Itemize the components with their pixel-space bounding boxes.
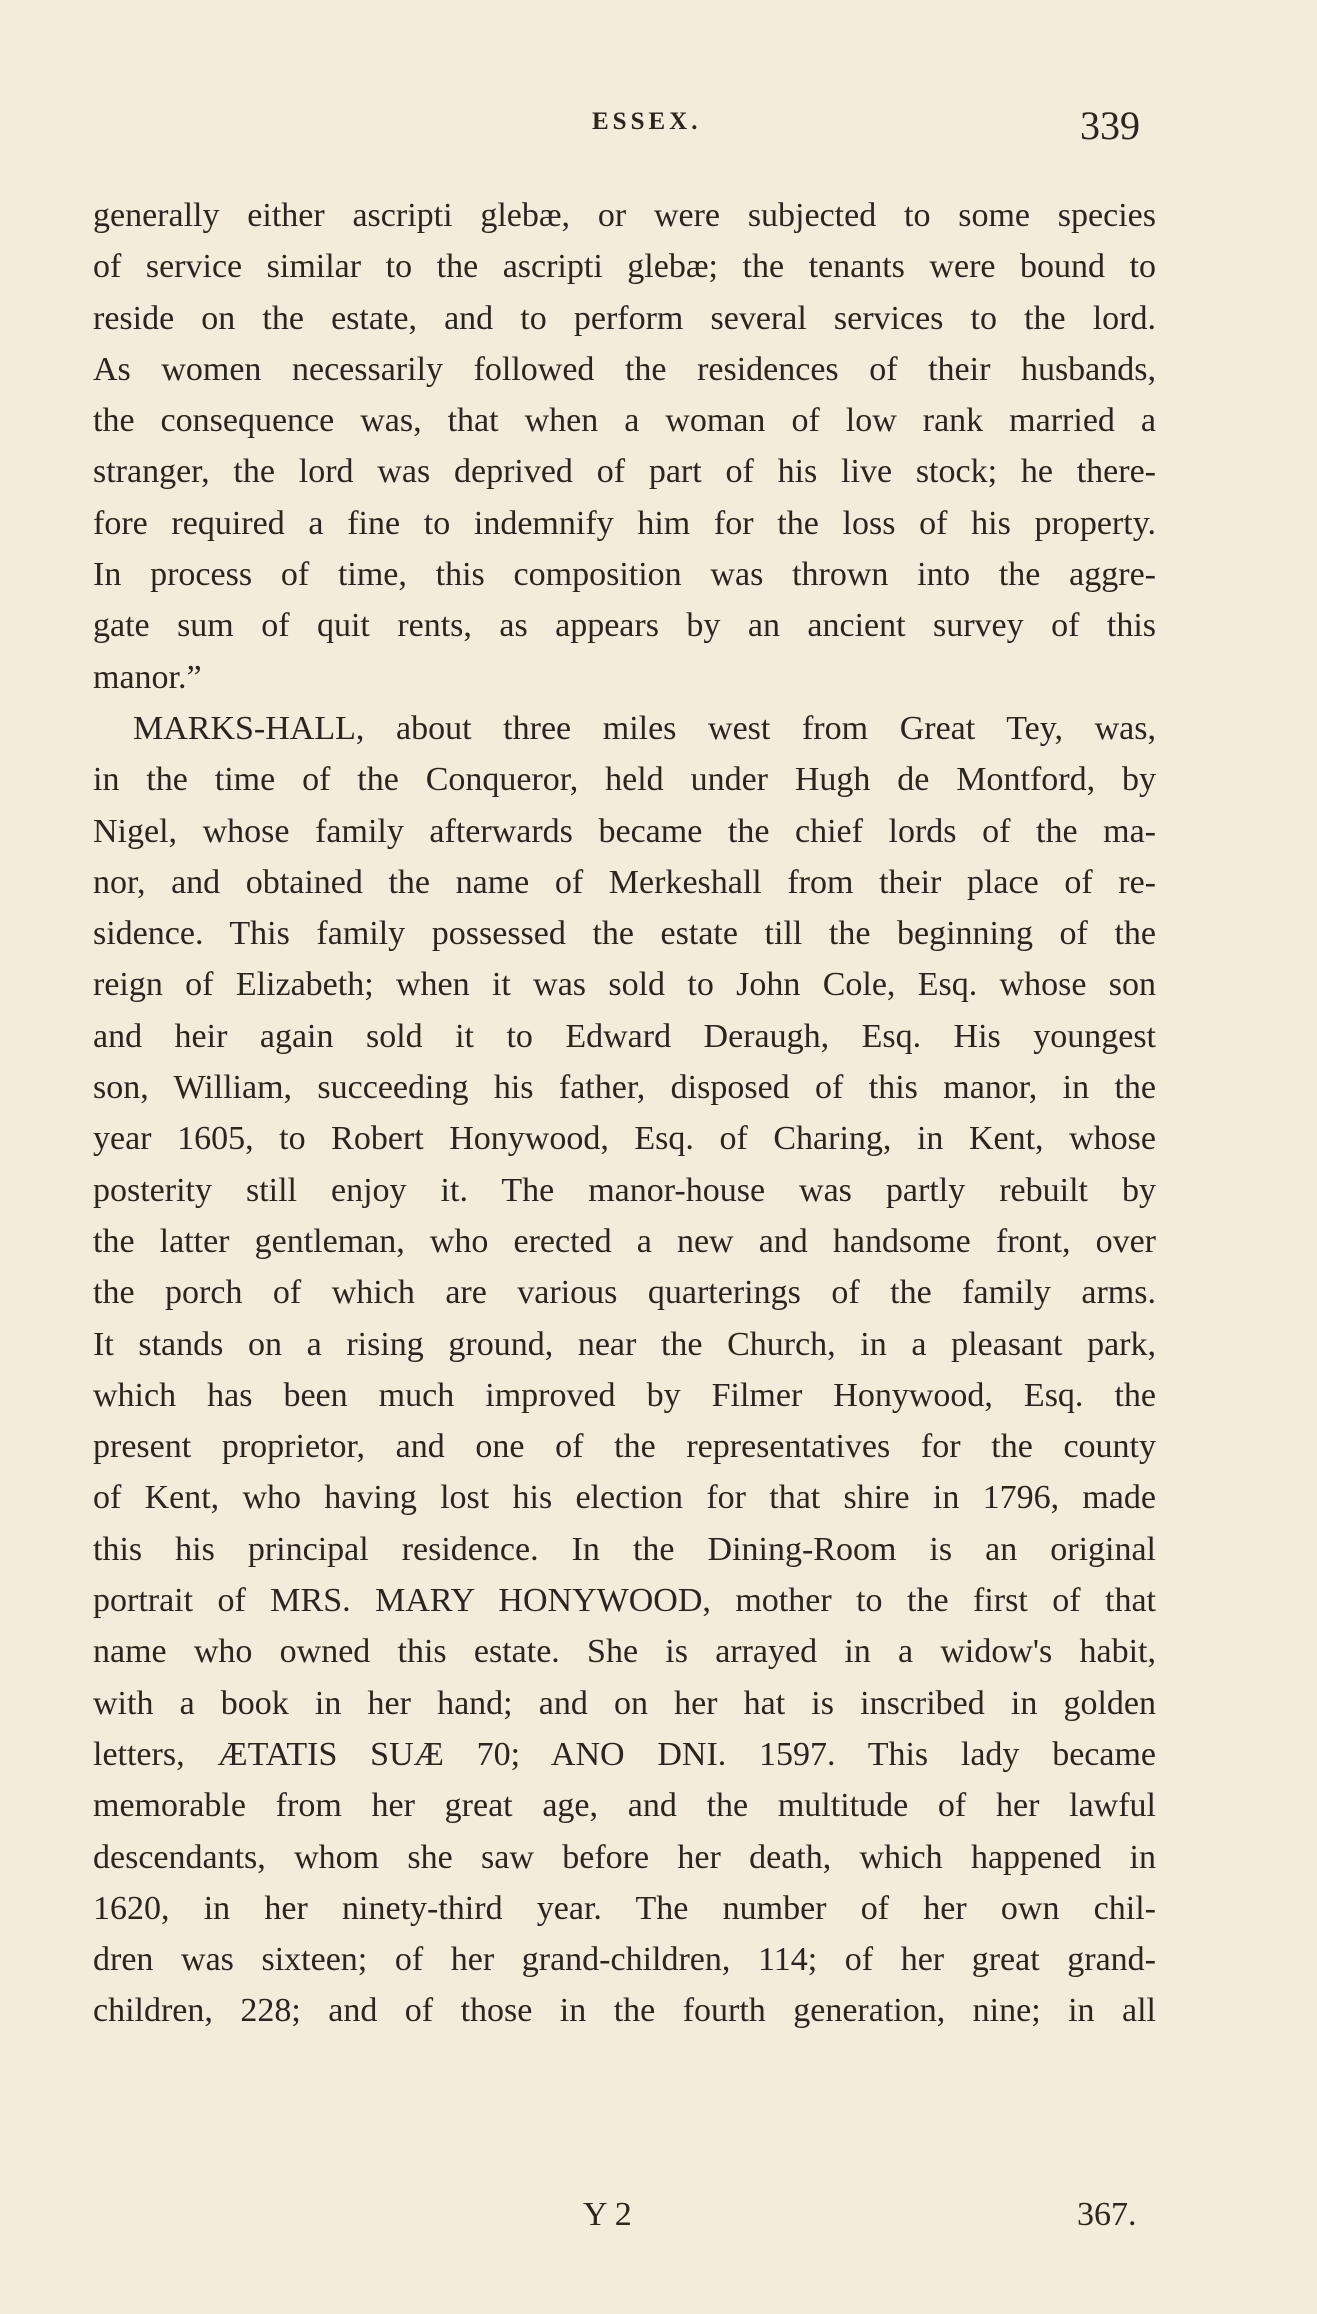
text-line: of Kent, who having lost his election for that shire in 1796, made <box>93 1479 1156 1517</box>
signature-mark: Y 2 <box>583 2196 632 2233</box>
text-line: gate sum of quit rents, as appears by an ancient survey of this <box>93 607 1156 645</box>
text-line: It stands on a rising ground, near the Church, in a pleasant park, <box>93 1325 1156 1363</box>
text-line: manor.” <box>93 658 202 696</box>
text-line: and heir again sold it to Edward Deraugh, Esq. His youngest <box>93 1017 1156 1055</box>
text-line: reign of Elizabeth; when it was sold to John Cole, Esq. whose son <box>93 966 1156 1004</box>
text-line: stranger, the lord was deprived of part of his live stock; he there- <box>93 453 1156 491</box>
text-line: Nigel, whose family afterwards became the chief lords of the ma- <box>93 812 1156 850</box>
text-line: reside on the estate, and to perform several services to the lord. <box>93 299 1156 337</box>
text-line: present proprietor, and one of the representatives for the county <box>93 1428 1156 1466</box>
text-line: fore required a fine to indemnify him for the loss of his property. <box>93 504 1156 542</box>
text-line: the porch of which are various quarterings of the family arms. <box>93 1274 1156 1312</box>
text-line: dren was sixteen; of her grand-children, 114; of her great grand- <box>93 1941 1156 1979</box>
text-line: the consequence was, that when a woman of low rank married a <box>93 402 1156 440</box>
catchword: 367. <box>1077 2196 1137 2233</box>
text-line: In process of time, this composition was thrown into the aggre- <box>93 556 1156 594</box>
text-line: letters, ÆTATIS SUÆ 70; ANO DNI. 1597. This lady became <box>93 1735 1156 1773</box>
text-line: this his principal residence. In the Dining-Room is an original <box>93 1530 1156 1568</box>
text-line: generally either ascripti glebæ, or were subjected to some species <box>93 197 1156 234</box>
text-line: year 1605, to Robert Honywood, Esq. of Charing, in Kent, whose <box>93 1120 1156 1158</box>
text-line: memorable from her great age, and the multitude of her lawful <box>93 1787 1156 1825</box>
text-line: MARKS-HALL, about three miles west from Great Tey, was, <box>133 709 1156 747</box>
text-line: in the time of the Conqueror, held under Hugh de Montford, by <box>93 761 1156 799</box>
text-line: posterity still enjoy it. The manor-house was partly rebuilt by <box>93 1171 1156 1209</box>
text-line: son, William, succeeding his father, disposed of this manor, in the <box>93 1069 1156 1107</box>
text-line: descendants, whom she saw before her death, which happened in <box>93 1838 1156 1876</box>
text-line: nor, and obtained the name of Merkeshall from their place of re- <box>93 863 1156 901</box>
text-line: 1620, in her ninety-third year. The number of her own chil- <box>93 1889 1156 1927</box>
text-line: name who owned this estate. She is arrayed in a widow's habit, <box>93 1633 1156 1671</box>
text-line: sidence. This family possessed the estate till the beginning of the <box>93 915 1156 953</box>
text-line: children, 228; and of those in the fourth generation, nine; in all <box>93 1992 1156 2030</box>
page-number: 339 <box>1080 103 1140 148</box>
text-line: As women necessarily followed the residences of their husbands, <box>93 350 1156 388</box>
body-text <box>93 190 1156 2037</box>
text-line: portrait of MRS. MARY HONYWOOD, mother to the first of that <box>93 1582 1156 1620</box>
text-line: which has been much improved by Filmer Honywood, Esq. the <box>93 1376 1156 1414</box>
page-footer <box>0 2196 1317 2246</box>
text-line: of service similar to the ascripti glebæ; the tenants were bound to <box>93 248 1156 286</box>
running-title: ESSEX. <box>592 108 702 135</box>
text-line: the latter gentleman, who erected a new and handsome front, over <box>93 1222 1156 1260</box>
text-line: with a book in her hand; and on her hat is inscribed in golden <box>93 1684 1156 1722</box>
running-head <box>0 103 1317 148</box>
